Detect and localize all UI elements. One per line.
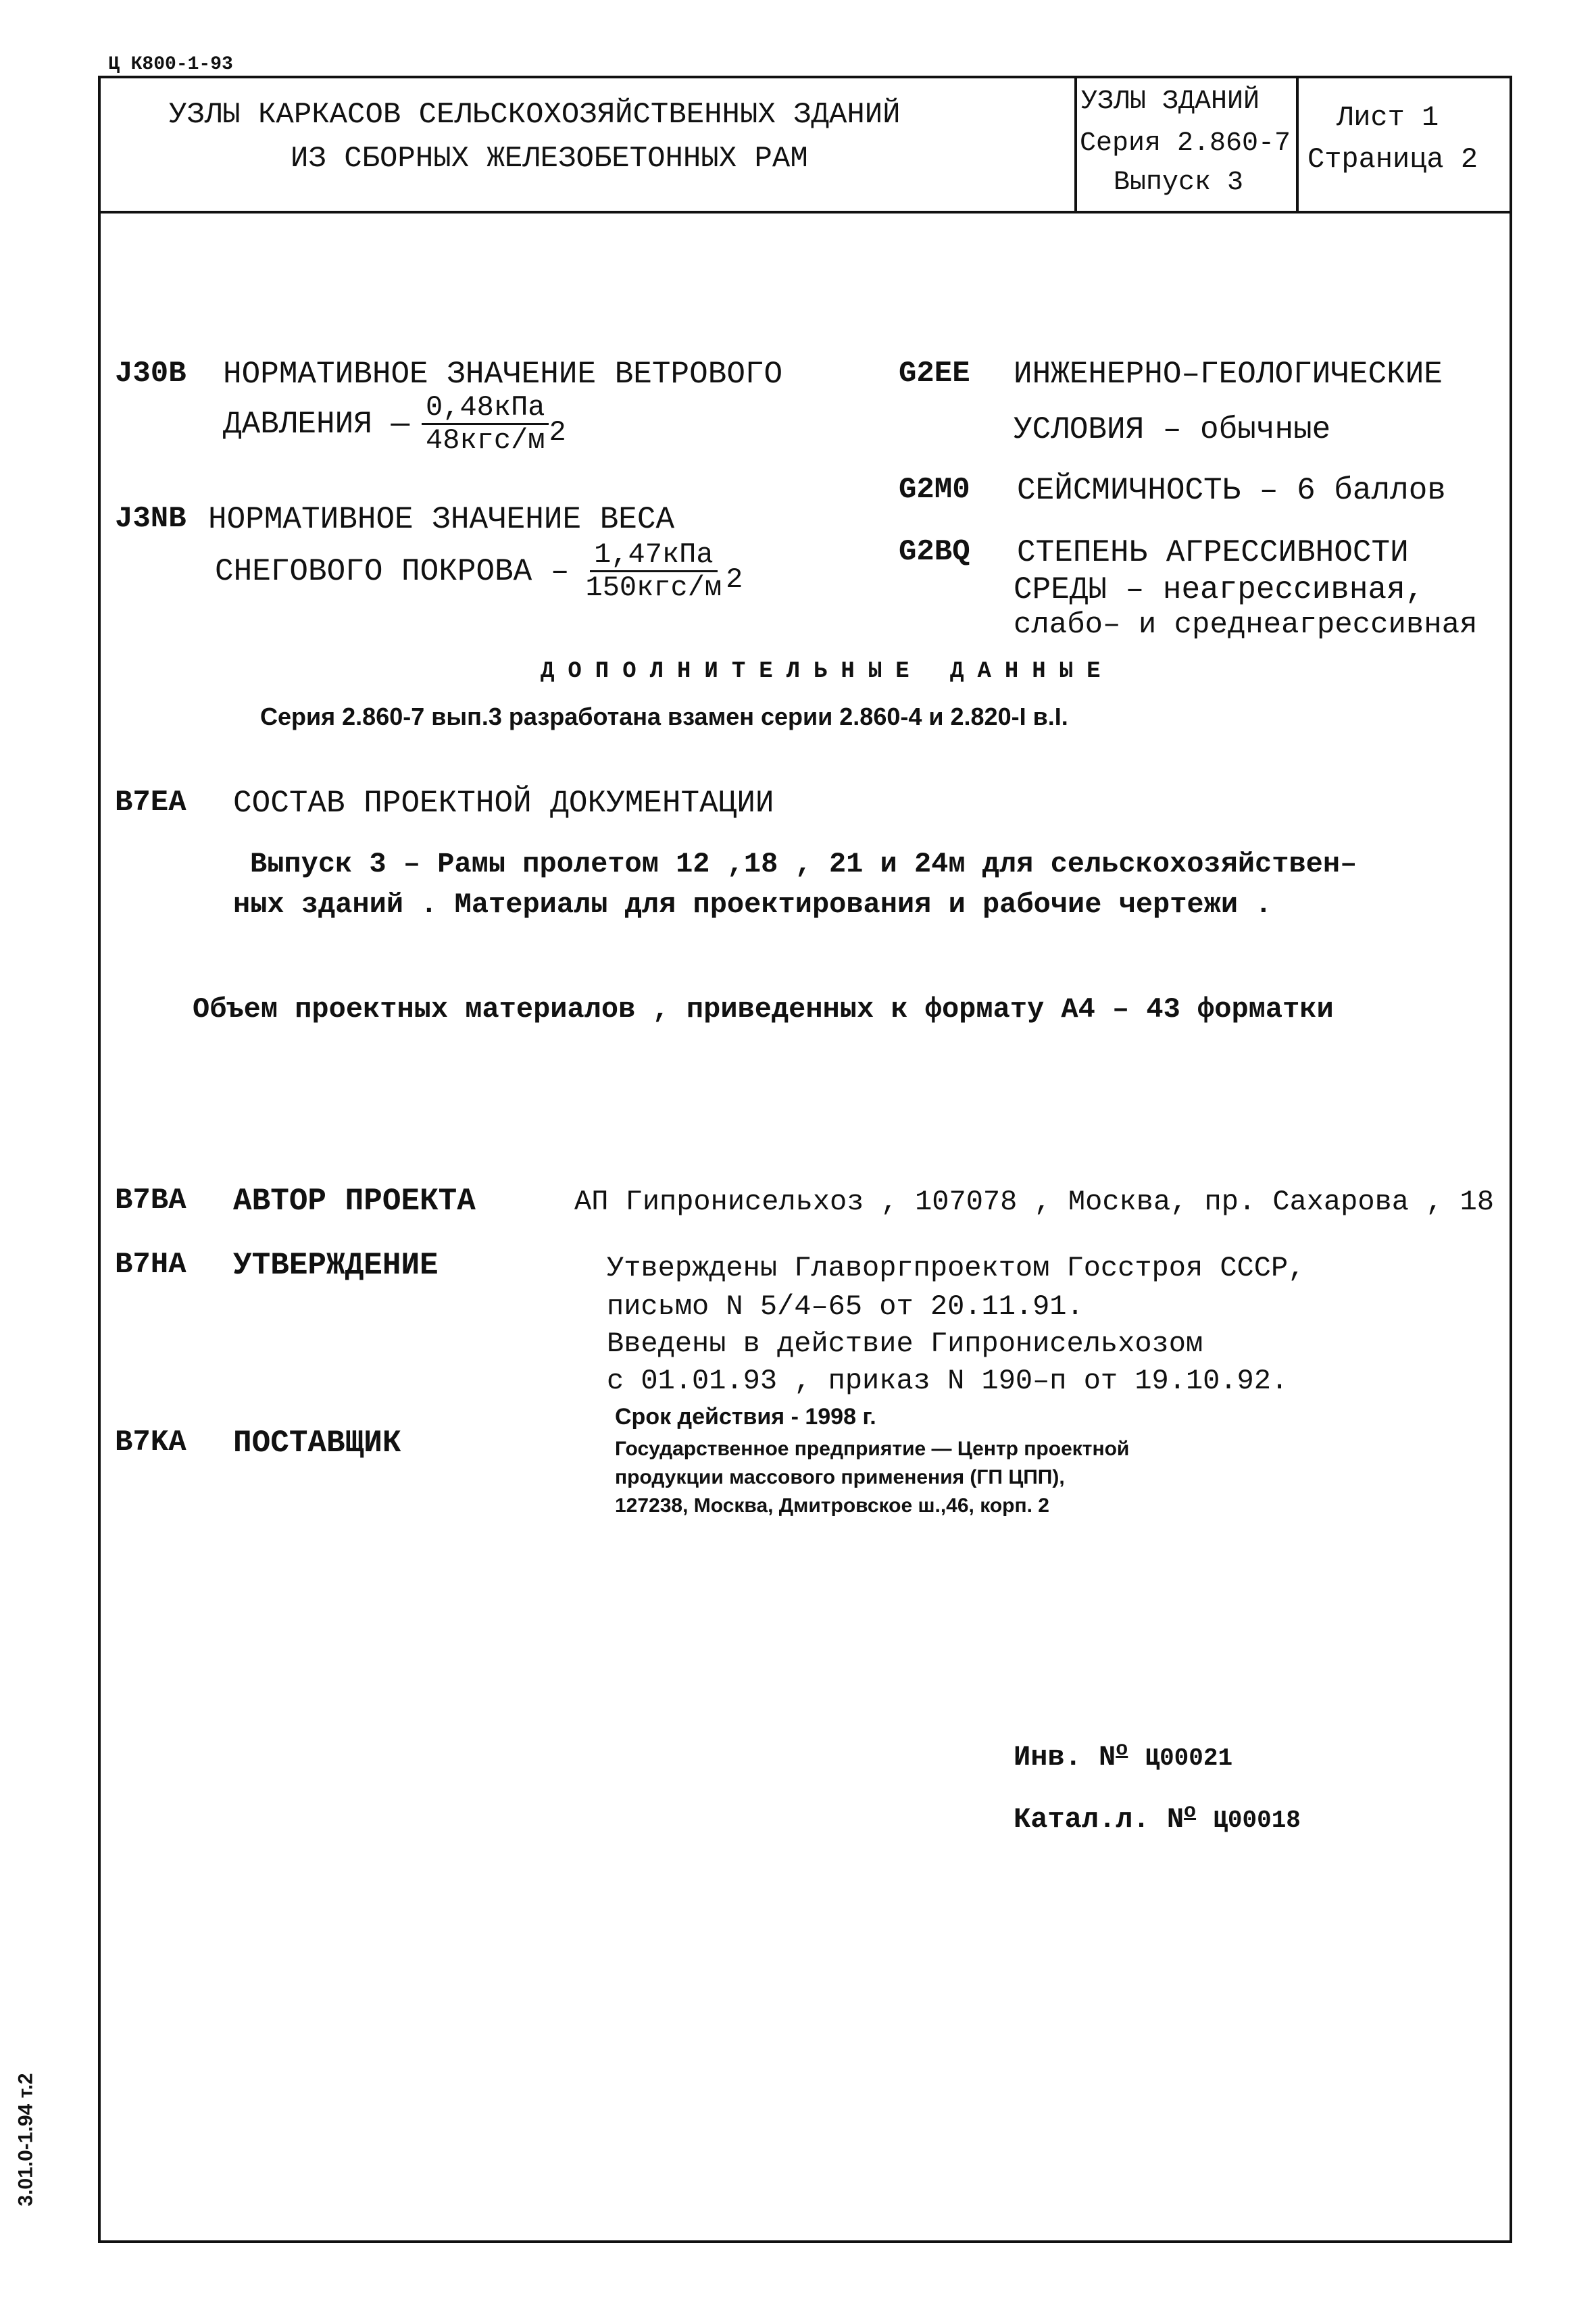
- geology-value: УСЛОВИЯ – обычные: [1014, 412, 1331, 447]
- wind-value: [223, 393, 566, 455]
- supplier-line2: продукции массового применения (ГП ЦПП),: [615, 1466, 1065, 1488]
- aggressive-value-2: слабо– и среднеагрессивная: [1014, 608, 1478, 642]
- series-line2: Серия 2.860-7: [1080, 128, 1291, 159]
- author-label: АВТОР ПРОЕКТА: [233, 1184, 476, 1219]
- approval-label: УТВЕРЖДЕНИЕ: [233, 1248, 439, 1283]
- snow-label-2: СНЕГОВОГО ПОКРОВА –: [215, 553, 570, 589]
- aggressive-code: G2BQ: [899, 535, 970, 569]
- inventory-label: Инв. N: [1014, 1741, 1116, 1774]
- document-code: Ц К800-1-93: [108, 54, 233, 75]
- wind-fraction-sup: 2: [549, 416, 566, 449]
- supplier-line3: 127238, Москва, Дмитровское ш.,46, корп. 2: [615, 1494, 1049, 1517]
- snow-fraction-sup: 2: [726, 563, 743, 596]
- inventory-no-sign: о: [1116, 1738, 1128, 1761]
- approval-line2: письмо N 5/4–65 от 20.11.91.: [607, 1290, 1084, 1323]
- supplier-line1: Государственное предприятие — Центр проектной: [615, 1438, 1130, 1460]
- catalog-number: [1014, 1801, 1301, 1836]
- approval-line1: Утверждены Главоргпроектом Госстроя СССР,: [607, 1252, 1305, 1284]
- approval-line4: с 01.01.93 , приказ N 190–п от 19.10.92.: [607, 1365, 1289, 1397]
- additional-heading: ДОПОЛНИТЕЛЬНЫЕ ДАННЫЕ: [541, 659, 1114, 684]
- supplier-code: B7KA: [115, 1426, 186, 1459]
- catalog-no-sign: о: [1184, 1801, 1197, 1823]
- aggressive-value-1: СРЕДЫ – неагрессивная,: [1014, 572, 1424, 607]
- catalog-value: Ц00018: [1213, 1807, 1301, 1834]
- validity-text: Срок действия - 1998 г.: [615, 1404, 876, 1430]
- seismic-code: G2M0: [899, 473, 970, 507]
- aggressive-label: СТЕПЕНЬ АГРЕССИВНОСТИ: [1017, 535, 1409, 570]
- composition-code: B7EA: [115, 786, 186, 820]
- series-line3: Выпуск 3: [1114, 168, 1244, 198]
- sheet-number: Лист 1: [1337, 101, 1439, 134]
- seismic-label: СЕЙСМИЧНОСТЬ – 6 баллов: [1017, 473, 1446, 508]
- wind-fraction-den: 48кгс/м: [426, 424, 545, 457]
- catalog-label: Катал.л. N: [1014, 1803, 1184, 1836]
- wind-code: J30B: [115, 357, 186, 391]
- snow-fraction-num: 1,47кПа: [590, 540, 717, 572]
- author-code: B7BA: [115, 1184, 186, 1217]
- snow-fraction: [582, 540, 726, 602]
- page-number: Страница 2: [1307, 143, 1478, 176]
- inventory-number: [1014, 1738, 1232, 1774]
- side-stamp: 3.01.0-1.94 т.2: [14, 2073, 37, 2207]
- snow-fraction-den: 150кгс/м: [585, 572, 722, 604]
- header-divider-v2: [1296, 76, 1299, 212]
- supplier-label: ПОСТАВЩИК: [233, 1426, 401, 1461]
- geology-label: ИНЖЕНЕРНО–ГЕОЛОГИЧЕСКИЕ: [1014, 357, 1443, 392]
- series-line1: УЗЛЫ ЗДАНИЙ: [1081, 86, 1260, 117]
- geology-code: G2EE: [899, 357, 970, 391]
- author-value: АП Гипронисельхоз , 107078 , Москва, пр. Сахарова , 18: [574, 1186, 1495, 1218]
- composition-line2: ных зданий . Материалы для проектирования и рабочие чертежи .: [233, 888, 1272, 921]
- wind-label: НОРМАТИВНОЕ ЗНАЧЕНИЕ ВЕТРОВОГО: [223, 357, 783, 392]
- approval-line3: Введены в действие Гипронисельхозом: [607, 1328, 1203, 1360]
- additional-text: Серия 2.860-7 вып.3 разработана взамен серии 2.860-4 и 2.820-I в.I.: [260, 703, 1068, 730]
- header-title-line1: УЗЛЫ КАРКАСОВ СЕЛЬСКОХОЗЯЙСТВЕННЫХ ЗДАНИЙ: [169, 98, 901, 132]
- composition-line1: Выпуск 3 – Рамы пролетом 12 ,18 , 21 и 24м для сельскохозяйствен–: [250, 848, 1357, 880]
- composition-volume: Объем проектных материалов , приведенных к формату А4 – 43 форматки: [193, 993, 1334, 1026]
- snow-value: [215, 540, 743, 602]
- wind-label-2: ДАВЛЕНИЯ —: [223, 406, 410, 442]
- inventory-value: Ц00021: [1145, 1744, 1233, 1772]
- snow-label: НОРМАТИВНОЕ ЗНАЧЕНИЕ ВЕСА: [208, 502, 675, 537]
- snow-code: J3NB: [115, 502, 186, 536]
- approval-code: B7HA: [115, 1248, 186, 1282]
- wind-fraction-num: 0,48кПа: [422, 393, 549, 425]
- header-title-line2: ИЗ СБОРНЫХ ЖЕЛЕЗОБЕТОННЫХ РАМ: [291, 142, 808, 176]
- composition-title: СОСТАВ ПРОЕКТНОЙ ДОКУМЕНТАЦИИ: [233, 786, 774, 821]
- wind-fraction: [422, 393, 549, 455]
- header-divider-v1: [1074, 76, 1077, 212]
